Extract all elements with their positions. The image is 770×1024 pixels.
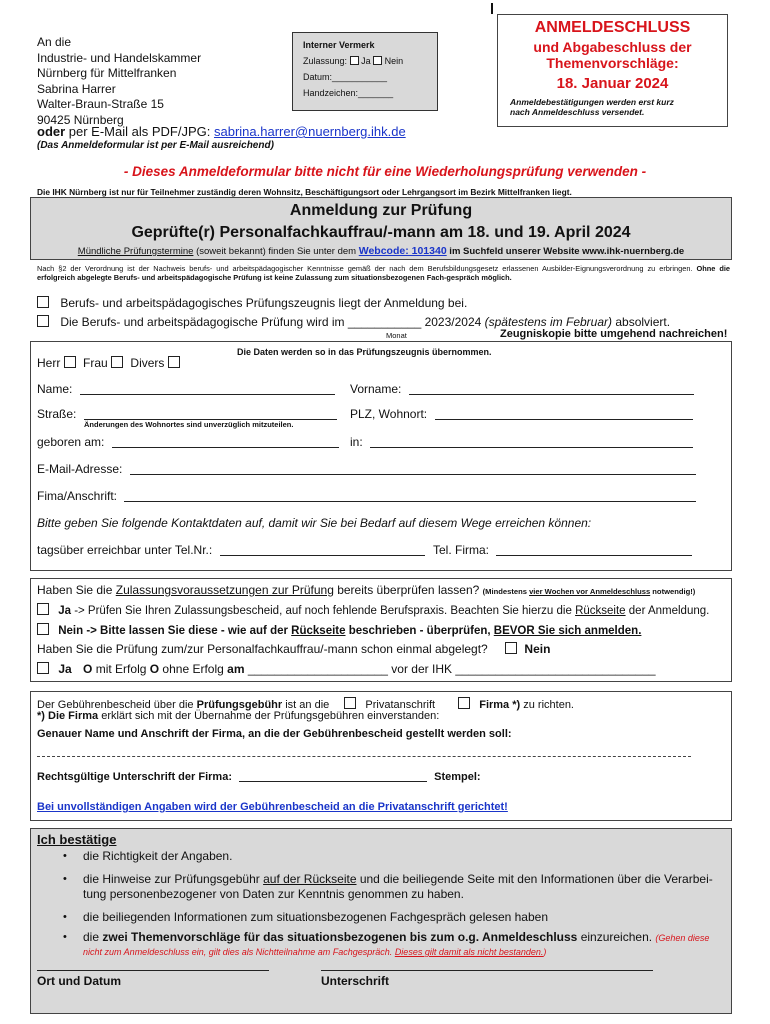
deadline-note: Anmeldebestätigungen werden erst kurz nach Anmeldeschluss versendet. bbox=[510, 97, 674, 117]
birthplace-row: in: bbox=[350, 435, 693, 449]
fee-company-checkbox[interactable] bbox=[458, 697, 470, 709]
birthplace-field[interactable] bbox=[370, 436, 693, 448]
confirm-item: • die Hinweise zur Prüfungsgebühr auf der Rückseite und die beiliegende Seite mit den Informationen über die Verarbei-tung personenbezogener von Daten zur Kenntnis genommen zu haben. bbox=[37, 872, 727, 902]
email-oder: oder bbox=[37, 124, 66, 139]
internal-datum: Datum:___________ bbox=[303, 72, 388, 82]
name-field[interactable] bbox=[80, 383, 335, 395]
previous-exam-question: Haben Sie die Prüfung zum/zur Personalfachkauffrau/-mann schon einmal abgelegt? Nein bbox=[37, 642, 551, 656]
email-row: E-Mail-Adresse: bbox=[37, 462, 696, 476]
email-field[interactable] bbox=[130, 463, 696, 475]
company-signature-field[interactable] bbox=[239, 770, 427, 782]
deadline-date: 18. Januar 2024 bbox=[556, 75, 669, 92]
street-field[interactable] bbox=[84, 408, 337, 420]
admission-yes-checkbox[interactable] bbox=[37, 603, 49, 615]
oral-exam-info: Mündliche Prüfungstermine (soweit bekannt) finden Sie unter dem Webcode: 101340 im Suchfeld unserer Website www.ihk-nuernberg.de bbox=[77, 245, 685, 257]
exam-subtitle: Geprüfte(r) Personalfachkauffrau/-mann am 18. und 19. April 2024 bbox=[131, 224, 631, 241]
address-change-note: Änderungen des Wohnortes sind unverzüglich mitzuteilen. bbox=[84, 420, 294, 429]
company-address-field[interactable] bbox=[37, 756, 691, 757]
address-line: An die bbox=[37, 35, 72, 49]
deadline-box bbox=[497, 14, 728, 127]
fee-incomplete-warning: Bei unvollständigen Angaben wird der Gebührenbescheid an die Privatanschrift gerichtet! bbox=[37, 801, 508, 813]
confirm-item: • die Richtigkeit der Angaben. bbox=[37, 849, 727, 864]
aevo-option-2: Die Berufs- und arbeitspädagogische Prüfung wird im ___________ 2023/2024 (spätestens im Februar) absolviert. bbox=[37, 315, 670, 329]
aevo-planned-checkbox[interactable] bbox=[37, 315, 49, 327]
confirmation-title: Ich bestätige bbox=[37, 832, 117, 847]
deadline-sub1: und Abgabeschluss der bbox=[533, 39, 692, 55]
address-line: Industrie- und Handelskammer bbox=[37, 50, 202, 65]
personal-data-box bbox=[30, 341, 732, 571]
exam-title: Anmeldung zur Prüfung bbox=[289, 202, 473, 219]
previous-exam-no-checkbox[interactable] bbox=[505, 642, 517, 654]
confirmation-list bbox=[37, 849, 727, 959]
phone-company-field[interactable] bbox=[496, 544, 692, 556]
regulation-text: Nach §2 der Verordnung ist der Nachweis berufs- und arbeitspädagogischer Kenntnisse gemäß der nach dem Berufsbildungsgesetz erlassenen Ausbilder-Eignungsverordnung zu erbringen. Ohne die erfolgreich abgelegte Berufs- und arbeitspädagogische Prüfung ist keine Zulassung zum situationsbezogenen Fach-gespräch möglich. bbox=[37, 264, 731, 283]
internal-note-box bbox=[292, 32, 438, 111]
company-signature-row: Rechtsgültige Unterschrift der Firma: Stempel: bbox=[37, 771, 481, 783]
webcode-link[interactable]: Webcode: 101340 bbox=[358, 245, 447, 257]
street-row: Straße: bbox=[37, 407, 337, 421]
address-line: 90425 Nürnberg bbox=[37, 112, 124, 127]
aevo-option-1: Berufs- und arbeitspädagogisches Prüfungszeugnis liegt der Anmeldung bei. bbox=[37, 296, 467, 310]
fee-line-2: *) Die Firma erklärt sich mit der Übernahme der Prüfungsgebühren einverstanden: bbox=[37, 710, 440, 722]
repeat-exam-warning: - Dieses Anmeldeformular bitte nicht für eine Wiederholungsprüfung verwenden - bbox=[123, 164, 647, 179]
certificate-copy-note: Zeugniskopie bitte umgehend nachreichen! bbox=[500, 328, 728, 340]
confirm-item: • die beiliegenden Informationen zum situationsbezogenen Fachgespräch gelesen haben bbox=[37, 910, 727, 925]
fee-private-checkbox[interactable] bbox=[344, 697, 356, 709]
internal-zulassung: Zulassung: Ja Nein bbox=[303, 56, 404, 66]
address-line: Sabrina Harrer bbox=[37, 81, 116, 96]
fee-line-3: Genauer Name und Anschrift der Firma, an die der Gebührenbescheid gestellt werden soll: bbox=[37, 728, 512, 740]
email-note: (Das Anmeldeformular ist per E-Mail ausreichend) bbox=[37, 140, 274, 151]
address-block bbox=[37, 35, 297, 128]
without-success-option[interactable]: O bbox=[149, 662, 160, 676]
personal-data-note: Die Daten werden so in das Prüfungszeugnis übernommen. bbox=[237, 347, 492, 357]
contact-note: Bitte geben Sie folgende Kontaktdaten auf, damit wir Sie bei Bedarf auf diesem Wege erreichen können: bbox=[37, 516, 592, 530]
aevo-certificate-checkbox[interactable] bbox=[37, 296, 49, 308]
month-label: Monat bbox=[386, 331, 407, 340]
name-row: Name: bbox=[37, 382, 335, 396]
email-line bbox=[37, 124, 406, 139]
admission-yes-row: Ja -> Prüfen Sie Ihren Zulassungsbescheid, auf noch fehlende Berufspraxis. Beachten Sie hierzu die Rückseite der Anmeldung. bbox=[37, 603, 709, 617]
plz-field[interactable] bbox=[435, 408, 693, 420]
previous-exam-yes-row: Ja O mit Erfolg O ohne Erfolg am _____________________ vor der IHK ______________________________ bbox=[37, 662, 656, 676]
herr-checkbox[interactable] bbox=[64, 356, 76, 368]
signature-line[interactable] bbox=[321, 970, 653, 971]
divers-checkbox[interactable] bbox=[168, 356, 180, 368]
confirm-item: • die zwei Themenvorschläge für das situationsbezogenen bis zum o.g. Anmeldeschluss einzureichen. (Gehen diese nicht zum Anmeldeschluss ein, gilt dies als Nichtteilnahme am Fachgespräch. Dieses gilt damit als nicht bestanden.) bbox=[37, 931, 727, 959]
zulassung-nein-checkbox[interactable] bbox=[373, 56, 382, 65]
deadline-title: ANMELDESCHLUSS bbox=[534, 19, 691, 36]
internal-note-title: Interner Vermerk bbox=[303, 40, 375, 50]
frau-checkbox[interactable] bbox=[111, 356, 123, 368]
place-date-label: Ort und Datum bbox=[37, 974, 121, 988]
company-row: Fima/Anschrift: bbox=[37, 489, 696, 503]
previous-exam-yes-checkbox[interactable] bbox=[37, 662, 49, 674]
address-line: Nürnberg für Mittelfranken bbox=[37, 66, 177, 80]
admission-no-row: Nein -> Bitte lassen Sie diese - wie auf der Rückseite beschrieben - überprüfen, BEVOR Sie sich anmelden. bbox=[37, 623, 641, 637]
phone-day-row: tagsüber erreichbar unter Tel.Nr.: bbox=[37, 543, 425, 557]
vorname-row: Vorname: bbox=[350, 382, 694, 396]
admission-no-checkbox[interactable] bbox=[37, 623, 49, 635]
email-link[interactable]: sabrina.harrer@nuernberg.ihk.de bbox=[213, 124, 406, 139]
vorname-field[interactable] bbox=[409, 383, 694, 395]
exam-header-box bbox=[30, 197, 732, 260]
deadline-sub2: Themenvorschläge: bbox=[546, 55, 679, 71]
internal-handzeichen: Handzeichen:_______ bbox=[303, 88, 394, 98]
salutation-row: Herr Frau Divers bbox=[37, 356, 180, 370]
phone-company-row: Tel. Firma: bbox=[433, 543, 692, 557]
phone-day-field[interactable] bbox=[220, 544, 425, 556]
company-field[interactable] bbox=[124, 490, 696, 502]
admission-question: Haben Sie die Zulassungsvoraussetzungen zur Prüfung bereits überprüfen lassen? (Mindestens vier Wochen vor Anmeldeschluss notwendig!) bbox=[37, 583, 696, 597]
signature-label: Unterschrift bbox=[321, 974, 390, 988]
top-mark bbox=[491, 3, 493, 14]
zulassung-ja-checkbox[interactable] bbox=[350, 56, 359, 65]
plz-row: PLZ, Wohnort: bbox=[350, 407, 693, 421]
responsibility-note: Die IHK Nürnberg ist nur für Teilnehmer zuständig deren Wohnsitz, Beschäftigungsort oder Lehrgangsort im Bezirk Mittelfranken liegt. bbox=[37, 187, 572, 197]
birth-row: geboren am: bbox=[37, 435, 339, 449]
address-line: Walter-Braun-Straße 15 bbox=[37, 97, 164, 111]
fee-line-1: Der Gebührenbescheid über die Prüfungsgebühr ist an die Privatanschrift Firma *) zu richten. bbox=[37, 699, 574, 711]
email-prefix: per E-Mail als PDF/JPG: bbox=[65, 124, 214, 139]
place-date-line[interactable] bbox=[37, 970, 269, 971]
birthdate-field[interactable] bbox=[112, 436, 339, 448]
with-success-option[interactable]: O bbox=[83, 662, 93, 676]
